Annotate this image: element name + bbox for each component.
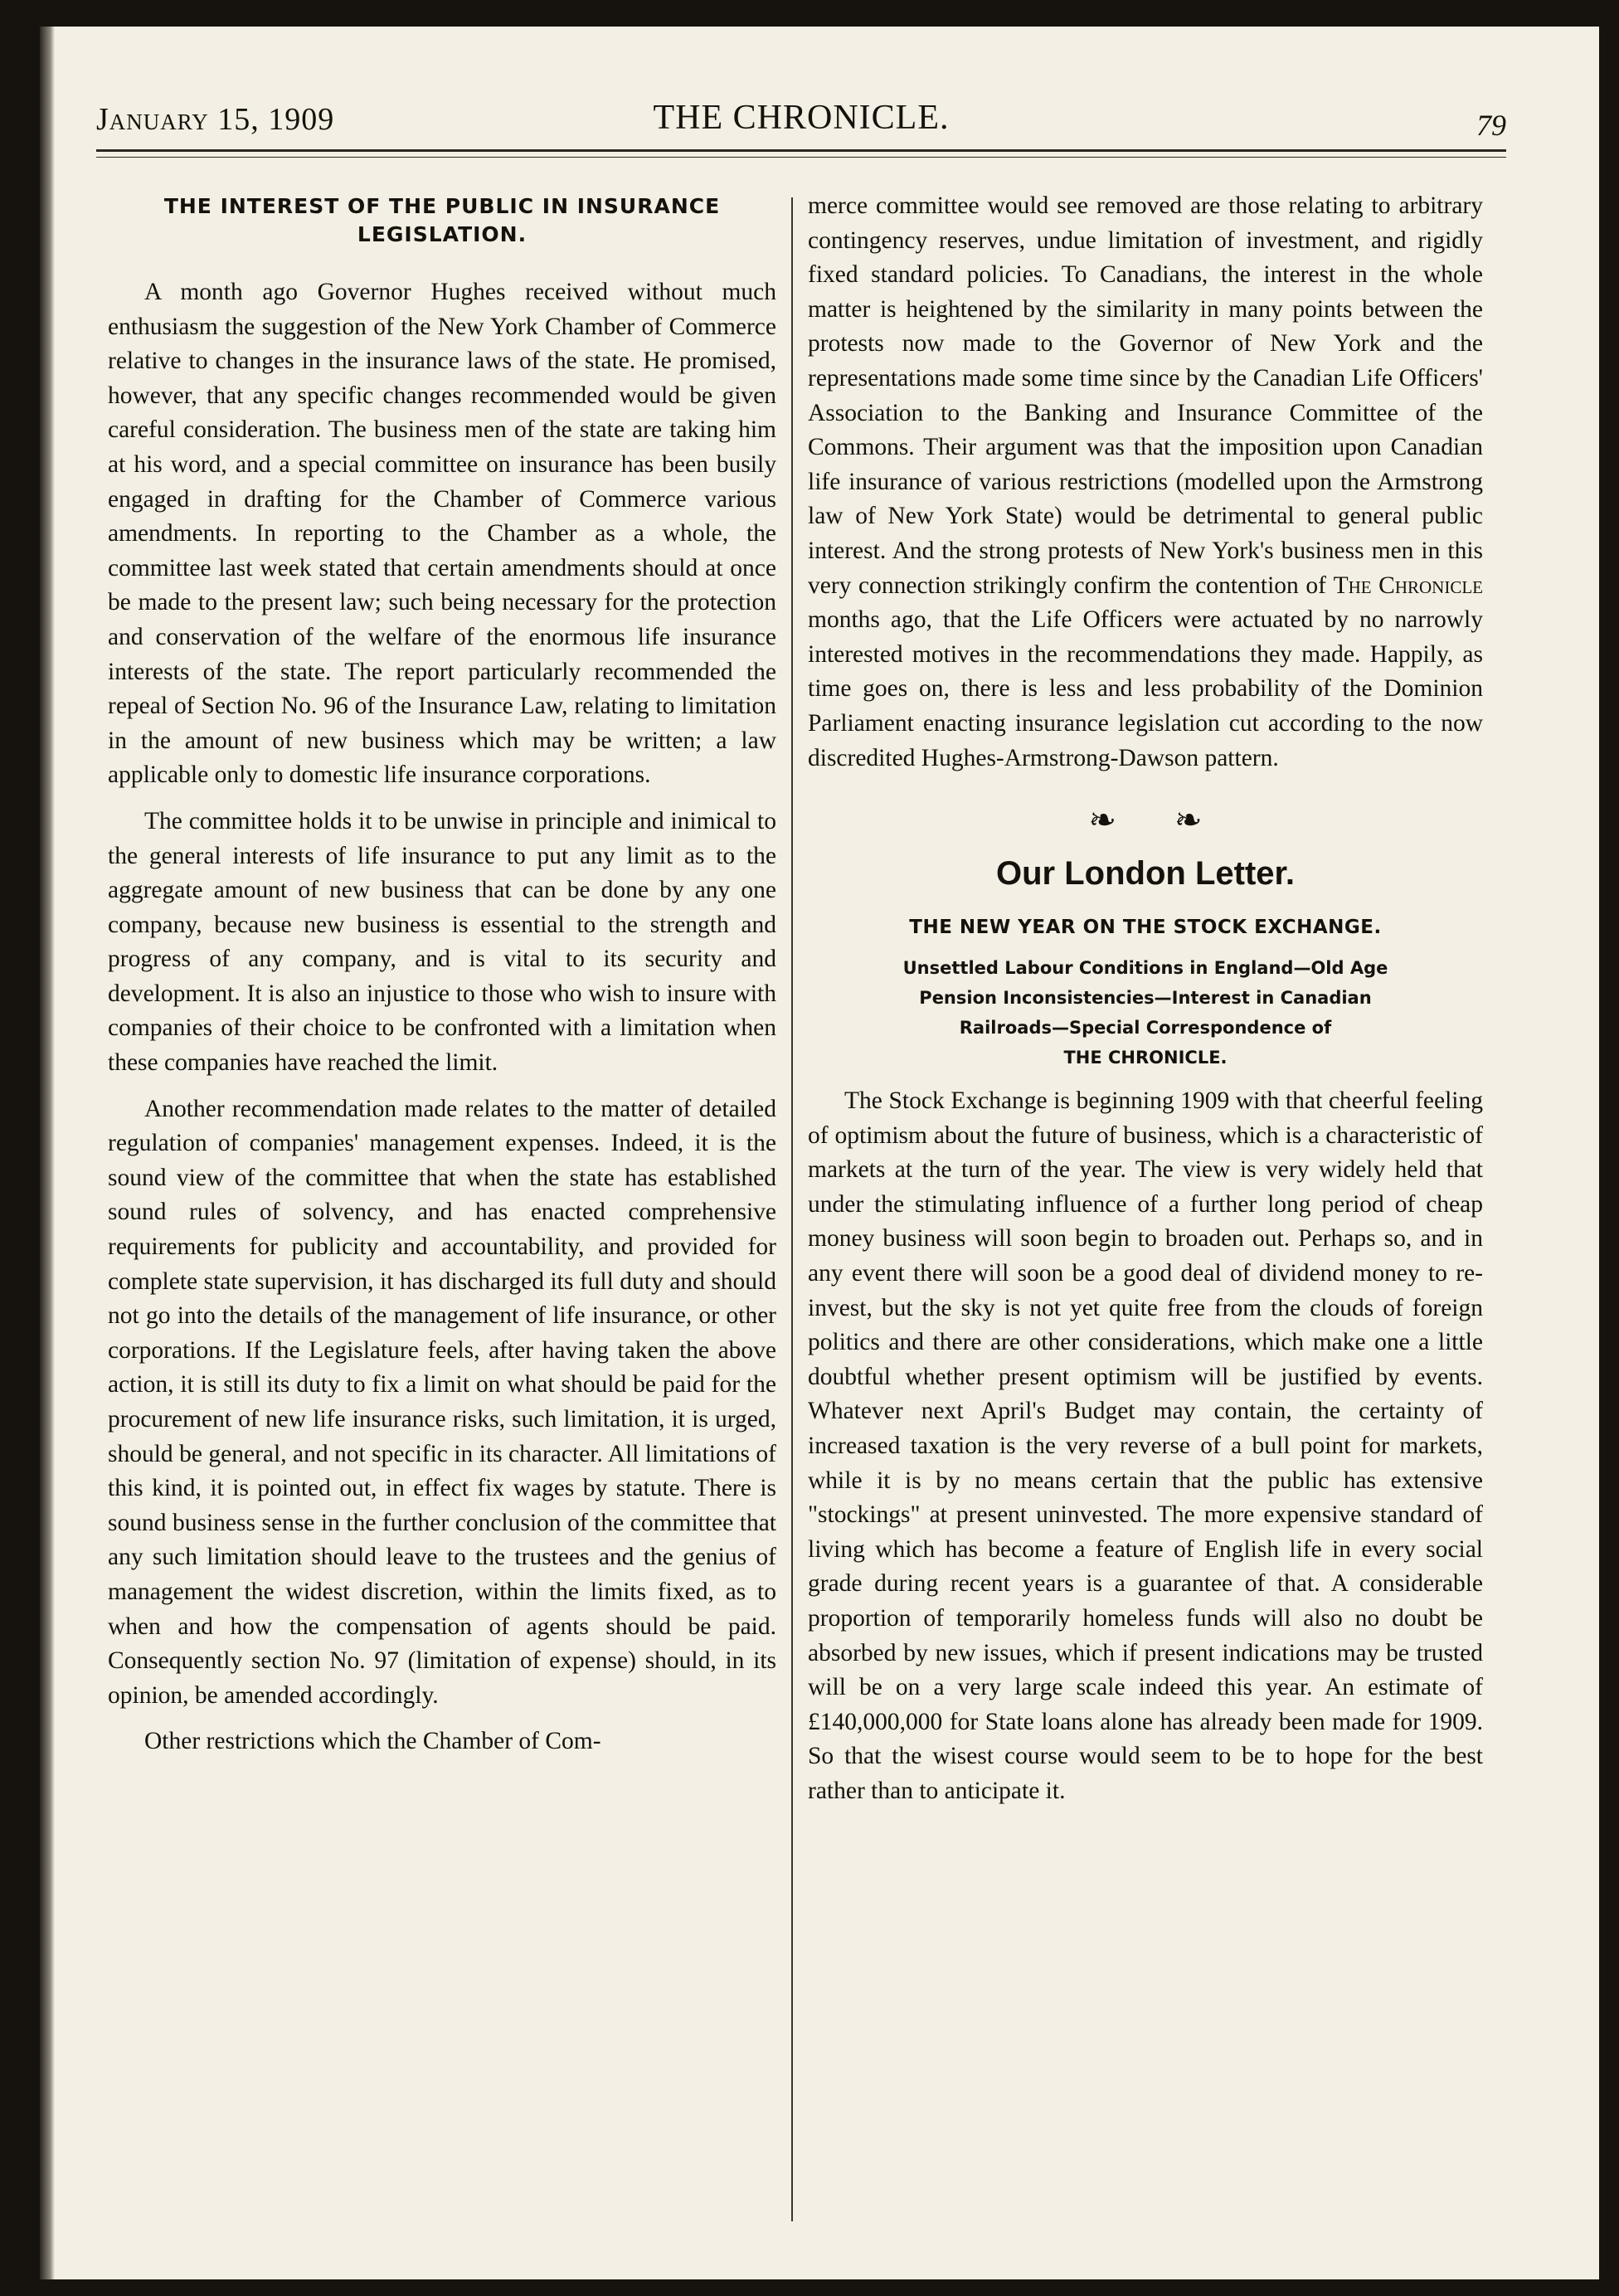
article-paragraph-2: The committee holds it to be unwise in principle and inimical to the general interests of life insurance to put any limit as to the aggregate amount of new business that can be done by any one company, because new business is essential to the strength and progress of any company, and is vital to its security and development. It is also an injustice to those who wish to insure with companies of their choice to be confronted with a limitation when these companies have reached the limit. <box>108 807 776 1077</box>
newspaper-page <box>40 27 1599 2279</box>
section-ornament: ❧ ❧ <box>1088 801 1228 839</box>
continuation-end-text: months ago, that the Life Officers were actuated by no narrowly interested motives in the recommendations they made. Happily, as time goes on, there is less and less probability of the Dominion Parliament enacting insurance legislation cut according to the now discredited Hughes-Armstrong-Dawson pattern. <box>808 606 1483 771</box>
right-column <box>808 189 1483 2246</box>
page-binding-shadow <box>40 27 55 2279</box>
sub-heading: THE NEW YEAR ON THE STOCK EXCHANGE. <box>909 917 1382 939</box>
deck-line-2: Pension Inconsistencies—Interest in Canadian <box>919 988 1372 1009</box>
article-paragraph-1: A month ago Governor Hughes received without much enthusiasm the suggestion of the New York Chamber of Commerce relative to changes in the insurance laws of the state. He promised, however, that any specific changes recommended would be given careful consideration. The business men of the state are taking him at his word, and a special committee on insurance has been busily engaged in drafting for the Chamber of Commerce various amendments. In reporting to the Chamber as a whole, the committee last week stated that certain amendments should at once be made to the present law; such being necessary for the protection and conservation of the welfare of the enormous life insurance interests of the state. The report particularly recommended the repeal of Section No. 96 of the Insurance Law, relating to limitation in the amount of new business which may be written; a law applicable only to domestic life insurance corporations. <box>108 279 776 789</box>
section-heading: Our London Letter. <box>996 855 1295 893</box>
article-paragraph-3: Another recommendation made relates to the matter of detailed regulation of companies' management expenses. Indeed, it is the sound view of the committee that when the state has established sound rules of solvency, and has enacted comprehensive requirements for publicity and accountability, and provided for complete state supervision, it has discharged its full duty and should not go into the details of the management of life insurance, or other corporations. If the Legislature feels, after having taken the above action, it is still its duty to fix a limit on what should be paid for the procurement of new life insurance risks, such limitation, it is urged, should be general, and not specific in its character. All limitations of this kind, it is pointed out, in effect fix wages by statute. There is sound business sense in the further conclusion of the committee that any such limitation should leave to the trustees and the genius of management the widest discretion, within the limits fixed, as to when and how the compensation of agents should be paid. Consequently section No. 97 (limitation of expense) should, in its opinion, be amended accordingly. <box>108 1095 776 1709</box>
left-column <box>108 192 776 2250</box>
continuation-text: merce committee would see removed are those relating to arbitrary contingency reserves, undue limitation of investment, and rigidly fixed standard policies. To Canadians, the interest in the whole matter is heightened by the similarity in many points between the protests now made to the Governor of New York and the representations made some time since by the Canadian Life Officers' Association to the Banking and Insurance Committee of the Commons. Their argument was that the imposition upon Canadian life insurance of various restrictions (modelled upon the Armstrong law of New York State) would be detrimental to general public interest. And the strong protests of New York's business men in this very connection strikingly confirm the contention of <box>808 192 1483 599</box>
publication-title: THE CHRONICLE. <box>653 99 950 137</box>
running-head <box>96 98 1506 148</box>
article-paragraph-4: Other restrictions which the Chamber of Com- <box>144 1728 601 1755</box>
header-rule <box>96 149 1506 158</box>
sub-deck <box>816 953 1475 1073</box>
deck-line-4: THE CHRONICLE. <box>1063 1048 1228 1068</box>
article-title: THE INTEREST OF THE PUBLIC IN INSURANCE LEGISLATION. <box>163 194 721 246</box>
deck-line-3: Railroads—Special Correspondence of <box>959 1018 1332 1039</box>
chronicle-reference: The Chronicle <box>1333 572 1483 599</box>
page-number: 79 <box>1476 109 1506 142</box>
article-continuation <box>808 189 1483 776</box>
issue-date: January 15, 1909 <box>96 102 335 137</box>
column-divider <box>791 197 793 2221</box>
london-letter-body: The Stock Exchange is beginning 1909 with that cheerful feeling of optimism about the future of business, which is a characteristic of markets at the turn of the year. The view is very widely held that under the stimulating influence of a further long period of cheap money business will soon begin to broaden out. Perhaps so, and in any event there will soon be a good deal of dividend money to re-invest, but the sky is not yet quite free from the clouds of foreign politics and there are other considerations, which make one a little doubtful whether present optimism will be justified by events. Whatever next April's Budget may contain, the certainty of increased taxation is the very reverse of a bull point for markets, while it is by no means certain that the public has extensive "stockings" at present uninvested. The more expensive standard of living which has become a feature of English life in every social grade during recent years is a guarantee of that. A considerable proportion of temporarily homeless funds will also no doubt be absorbed by new issues, which if present indications may be trusted will be on a very large scale indeed this year. An estimate of £140,000,000 for State loans alone has already been made for 1909. So that the wisest course would seem to be to hope for the best rather than to anticipate it. <box>808 1087 1483 1804</box>
deck-line-1: Unsettled Labour Conditions in England—Old Age <box>902 958 1388 979</box>
